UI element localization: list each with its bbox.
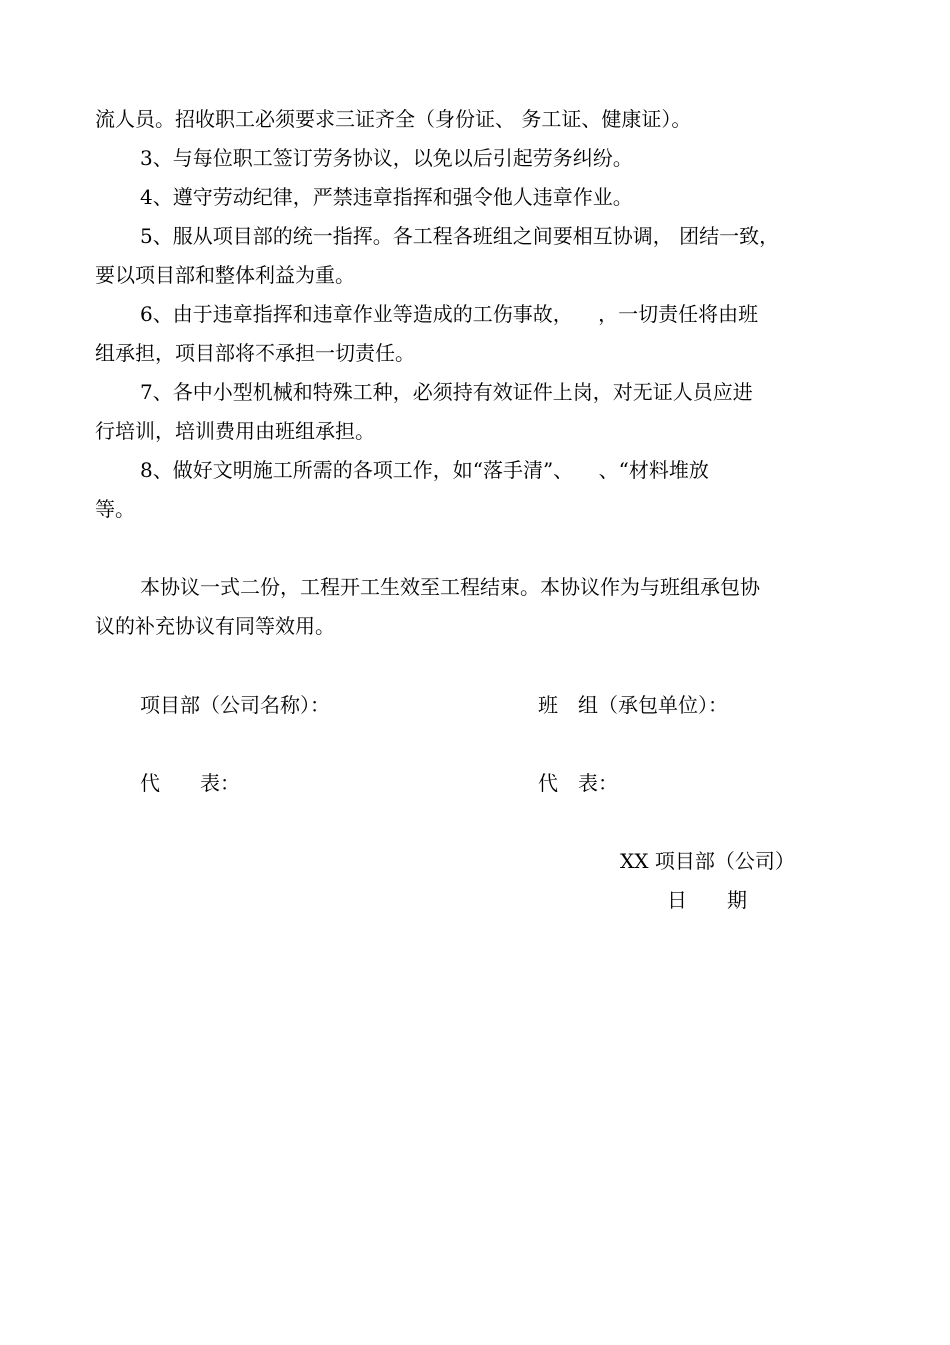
agreement-note-continued: 议的补充协议有同等效用。 xyxy=(95,614,335,638)
rep-left-label: 代 表： xyxy=(140,771,240,795)
team-label: 班 组（承包单位）： xyxy=(538,693,728,717)
company-name: XX 项目部（公司） xyxy=(620,849,795,873)
date-label: 日 期 xyxy=(667,888,747,912)
clause-7-continued: 行培训，培训费用由班组承担。 xyxy=(95,419,375,443)
agreement-note: 本协议一式二份，工程开工生效至工程结束。本协议作为与班组承包协 xyxy=(140,575,760,599)
paragraph-line: 流人员。招收职工必须要求三证齐全（身份证、 务工证、健康证）。 xyxy=(95,107,692,131)
clause-5-continued: 要以项目部和整体利益为重。 xyxy=(95,263,355,287)
clause-8-continued: 等。 xyxy=(95,497,135,521)
clause-6: 6、由于违章指挥和违章作业等造成的工伤事故， ，一切责任将由班 xyxy=(140,302,759,326)
clause-6-continued: 组承担，项目部将不承担一切责任。 xyxy=(95,341,415,365)
clause-7: 7、各中小型机械和特殊工种，必须持有效证件上岗，对无证人员应进 xyxy=(140,380,753,404)
clause-3: 3、与每位职工签订劳务协议，以免以后引起劳务纠纷。 xyxy=(140,146,633,170)
clause-8: 8、做好文明施工所需的各项工作，如“落手清”、 、“材料堆放 xyxy=(140,458,709,482)
clause-5: 5、服从项目部的统一指挥。各工程各班组之间要相互协调， 团结一致， xyxy=(140,224,780,248)
rep-right-label: 代 表： xyxy=(538,771,618,795)
project-dept-label: 项目部（公司名称）： xyxy=(140,693,330,717)
clause-4: 4、遵守劳动纪律，严禁违章指挥和强令他人违章作业。 xyxy=(140,185,633,209)
